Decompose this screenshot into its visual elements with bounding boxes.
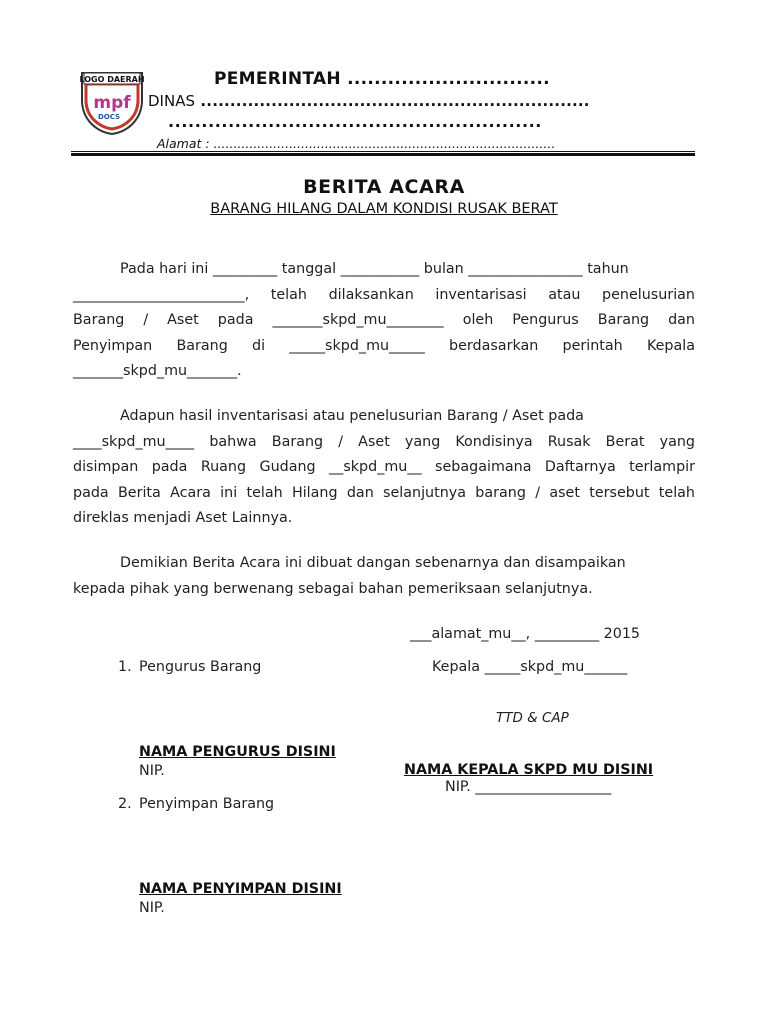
logo-sub: DOCS [97,113,121,121]
regional-logo [79,70,145,136]
header-rule-thick [71,153,695,156]
header-alamat: Alamat : ...................................................................................... [157,136,556,151]
header-rule-thin [71,151,695,152]
paragraph-2-line: ____skpd_mu____ bahwa Barang / Aset yang Kondisinya Rusak Berat yang [73,433,695,450]
pengurus-label: Pengurus Barang [139,659,262,675]
header-dots-line: ........................................................ [168,112,542,131]
header-dinas-label: DINAS [148,92,195,110]
header-pemerintah: PEMERINTAH .............................. [214,69,550,89]
header-dinas [148,92,590,110]
paragraph-1 [73,257,695,385]
kepala-label: Kepala _____skpd_mu______ [432,659,628,675]
penyimpan-name: NAMA PENYIMPAN DISINI [139,881,342,897]
kepala-nip: NIP. ___________________ [445,779,612,795]
document-subtitle: BARANG HILANG DALAM KONDISI RUSAK BERAT [210,201,558,217]
paragraph-1-line: ________________________, telah dilaksankan inventarisasi atau penelusurian [73,286,695,303]
paragraph-2-line: Adapun hasil inventarisasi atau penelusurian Barang / Aset pada [120,408,584,424]
pengurus-nip: NIP. [139,763,165,779]
penyimpan-nip: NIP. [139,900,165,916]
paragraph-2 [73,404,695,532]
paragraph-1-line: Barang / Aset pada _______skpd_mu________ oleh Pengurus Barang dan [73,312,695,328]
paragraph-2-line: pada Berita Acara ini telah Hilang dan selanjutnya barang / aset tersebut telah [73,484,695,501]
logo-brand: mpf [93,93,131,113]
pengurus-name: NAMA PENGURUS DISINI [139,744,336,760]
paragraph-1-line: _______skpd_mu_______. [73,363,242,379]
paragraph-1-line: Penyimpan Barang di _____skpd_mu_____ berdasarkan perintah Kepala [73,337,695,354]
paragraph-3-line: kepada pihak yang berwenang sebagai bahan pemeriksaan selanjutnya. [73,580,593,597]
paragraph-3 [73,551,695,602]
document-title: BERITA ACARA [303,176,465,198]
ttd-cap: TTD & CAP [496,710,569,726]
header-dinas-dots: .................................................................. [194,92,590,110]
list-number-1: 1. [118,659,132,675]
paragraph-2-line: disimpan pada Ruang Gudang __skpd_mu__ sebagaimana Daftarnya terlampir [73,459,695,475]
place-date: ___alamat_mu__, _________ 2015 [410,626,641,642]
paragraph-1-line: Pada hari ini _________ tanggal ___________ bulan ________________ tahun [120,261,629,277]
paragraph-2-line: direklas menjadi Aset Lainnya. [73,510,293,526]
paragraph-3-line: Demikian Berita Acara ini dibuat dangan sebenarnya dan disampaikan [120,555,626,571]
list-number-2: 2. [118,796,132,812]
kepala-name: NAMA KEPALA SKPD MU DISINI [404,762,654,778]
penyimpan-label: Penyimpan Barang [139,796,275,812]
logo-label: LOGO DAERAH [79,75,145,84]
